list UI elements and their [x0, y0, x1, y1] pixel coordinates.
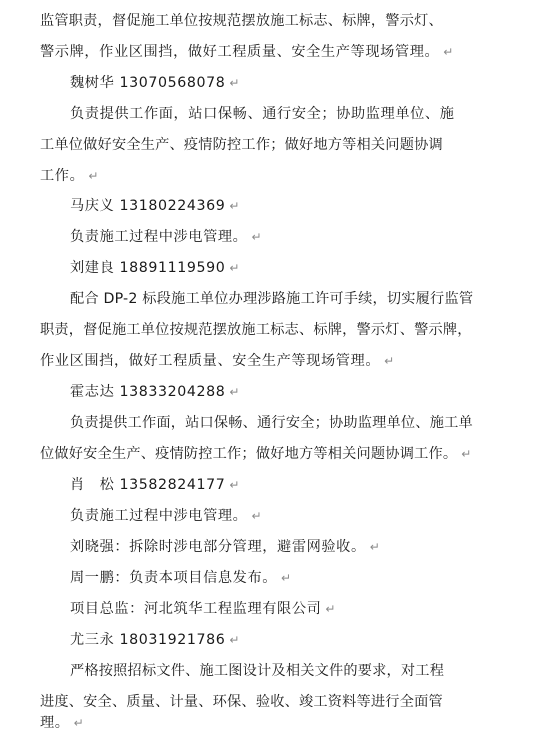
contact-line	[70, 475, 486, 495]
line-text: 严格按照招标文件、施工图设计及相关文件的要求，对工程	[70, 663, 445, 679]
line-text: 刘晓强：拆除时涉电部分管理，避雷网验收。	[70, 539, 366, 555]
contact-line	[70, 258, 486, 278]
paragraph-mark-icon: ↵	[73, 716, 85, 730]
line-text: 配合 DP-2 标段施工单位办理涉路施工许可手续，切实履行监管	[70, 291, 474, 307]
paragraph-mark-icon: ↵	[443, 45, 454, 59]
text-line	[70, 413, 486, 433]
text-line	[70, 537, 486, 557]
text-line	[40, 166, 486, 186]
contact-line	[70, 630, 486, 650]
text-line	[70, 506, 486, 526]
paragraph-mark-icon: ↵	[251, 509, 263, 523]
line-text: 工单位做好安全生产、疫情防控工作；做好地方等相关问题协调	[40, 137, 443, 153]
paragraph-mark-icon: ↵	[229, 385, 241, 399]
line-text: 监管职责，督促施工单位按规范摆放施工标志、标牌，警示灯、	[40, 13, 443, 29]
contact-name-phone: 马庆义 13180224369	[70, 198, 226, 214]
line-text: 负责施工过程中涉电管理。	[70, 508, 248, 524]
line-text: 警示牌，作业区围挡，做好工程质量、安全生产等现场管理。	[40, 44, 440, 60]
line-text: 职责，督促施工单位按规范摆放施工标志、标牌，警示灯、警示牌，	[40, 322, 472, 338]
text-line	[40, 713, 486, 733]
paragraph-mark-icon: ↵	[229, 76, 241, 90]
text-line	[70, 568, 486, 588]
text-line	[40, 135, 486, 155]
paragraph-mark-icon: ↵	[88, 169, 100, 183]
contact-name-phone: 刘建良 18891119590	[70, 260, 226, 276]
text-line	[70, 661, 486, 681]
contact-line	[70, 73, 486, 93]
text-line	[70, 289, 486, 309]
text-line	[40, 692, 486, 712]
paragraph-mark-icon: ↵	[325, 602, 337, 616]
paragraph-mark-icon: ↵	[384, 354, 395, 368]
paragraph-mark-icon: ↵	[369, 540, 381, 554]
paragraph-mark-icon: ↵	[229, 199, 241, 213]
line-text: 负责提供工作面，站口保畅、通行安全；协助监理单位、施工单	[70, 415, 473, 431]
text-line	[70, 227, 486, 247]
line-text: 负责提供工作面，站口保畅、通行安全；协助监理单位、施	[70, 106, 455, 122]
text-line	[70, 599, 486, 619]
paragraph-mark-icon: ↵	[251, 230, 263, 244]
contact-name-phone: 肖 松 13582824177	[70, 477, 226, 493]
contact-line	[70, 196, 486, 216]
line-text: 位做好安全生产、疫情防控工作；做好地方等相关问题协调工作。	[40, 446, 458, 462]
contact-name-phone: 尤三永 18031921786	[70, 632, 226, 648]
line-text: 进度、安全、质量、计量、环保、验收、竣工资料等进行全面管	[40, 694, 443, 710]
paragraph-mark-icon: ↵	[281, 571, 292, 585]
contact-line	[70, 382, 486, 402]
paragraph-mark-icon: ↵	[229, 478, 241, 492]
text-line	[40, 42, 486, 62]
line-text: 工作。	[40, 168, 85, 184]
paragraph-mark-icon: ↵	[229, 633, 241, 647]
text-line	[40, 351, 486, 371]
paragraph-mark-icon: ↵	[461, 447, 472, 461]
line-text: 理。	[40, 715, 70, 731]
text-line	[40, 320, 486, 340]
paragraph-mark-icon: ↵	[229, 261, 241, 275]
contact-name-phone: 魏树华 13070568078	[70, 75, 226, 91]
text-line	[40, 11, 486, 31]
contact-name-phone: 霍志达 13833204288	[70, 384, 226, 400]
text-line	[40, 444, 486, 464]
text-line	[70, 104, 486, 124]
line-text: 负责施工过程中涉电管理。	[70, 229, 248, 245]
line-text: 周一鹏：负责本项目信息发布。	[70, 570, 278, 586]
line-text: 项目总监：河北筑华工程监理有限公司	[70, 601, 322, 617]
line-text: 作业区围挡，做好工程质量、安全生产等现场管理。	[40, 353, 381, 369]
